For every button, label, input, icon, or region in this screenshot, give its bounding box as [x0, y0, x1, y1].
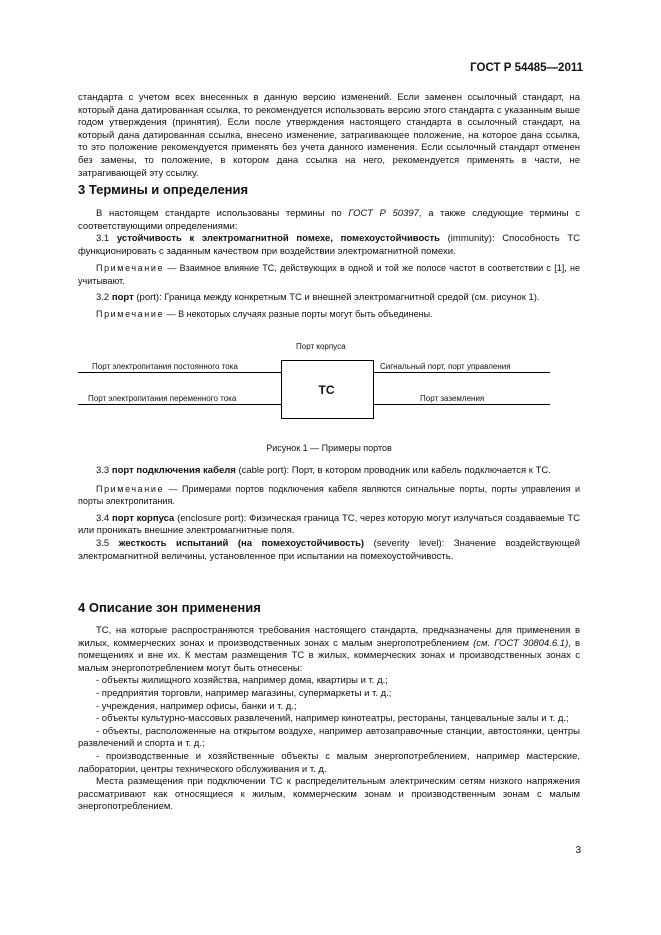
ac-power-port-label: Порт электропитания переменного тока [88, 394, 237, 403]
signal-port-label: Сигнальный порт, порт управления [380, 362, 511, 371]
signal-line [372, 372, 550, 373]
intro-paragraph: стандарта с учетом всех внесенных в данную версию изменений. Если заменен ссылочный стандарт, на который дана датированная ссылка, то рекомендуется использовать версию этого стандарта с указанным выше годом утверждения (принятия). Если после утверждения настоящего стандарта в ссылочный стандарт, на который дана датированная ссылка, внесено изменение, затрагивающее положение, на которое дана ссылка, то это положение рекомендуется применять без учета данного изменения. Если ссылочный стандарт отменен без замены, то положение, в котором дана ссылка на него, рекомендуется применять в части, не затрагивающей эту ссылку. [78, 92, 580, 179]
dc-power-line [78, 372, 281, 373]
list-item: - объекты жилищного хозяйства, например дома, квартиры и т. д.; [96, 675, 388, 687]
figure-caption: Рисунок 1 — Примеры портов [266, 443, 392, 453]
note-3-1: Примечание — Взаимное влияние ТС, действующих в одной и той же полосе частот в соответствии с [1], не учитывают. [78, 263, 580, 286]
note-3-2: Примечание — В некоторых случаях разные порты могут быть объединены. [96, 309, 433, 320]
section-3-continued [78, 465, 580, 563]
term-3-4: 3.4 порт корпуса (enclosure port): Физическая граница ТС, через которую могут излучаться создаваемые ТС или проникать внешние электромагнитные поля. [78, 512, 580, 537]
ac-power-line [78, 404, 281, 405]
list-item: - объекты, расположенные на открытом воздухе, например автозаправочные станции, автостоянки, центры развлечений и спорта и т. д.; [78, 725, 580, 750]
list-item: - объекты культурно-массовых развлечений, например кинотеатры, рестораны, танцевальные залы и т. д.; [96, 713, 569, 725]
enclosure-port-label: Порт корпуса [296, 342, 346, 351]
term-3-5: 3.5 жесткость испытаний (на помехоустойчивость) (severity level): Значение воздействующей электромагнитной величины, установленное при испытании на помехоустойчивость. [78, 537, 580, 562]
gost-30804-reference: (см. ГОСТ 30804.6.1) [473, 637, 569, 649]
ground-line [372, 404, 550, 405]
gost-reference: ГОСТ Р 50397 [348, 208, 419, 219]
section-4-para-1: ТС, на которые распространяются требования настоящего стандарта, предназначены для применения в жилых, коммерческих зонах и производственных зонах с малым энергопотреблением (см. ГОСТ 30804.6.1), в помещениях и вне их. К местам размещения ТС в жилых, коммерческих зонах и производственных зонах с малым энергопотреблением могут быть отнесены: [78, 625, 580, 674]
page-number: 3 [575, 845, 581, 856]
term-3-3: 3.3 порт подключения кабеля (cable port): Порт, в котором проводник или кабель подключается к ТС. [96, 465, 551, 476]
list-item: - предприятия торговли, например магазины, супермаркеты и т. д.; [96, 687, 392, 699]
dc-power-port-label: Порт электропитания постоянного тока [92, 362, 238, 371]
document-code: ГОСТ Р 54485—2011 [470, 62, 583, 74]
section-4-body [78, 625, 580, 814]
list-item: - учреждения, например офисы, банки и т. д.; [96, 700, 297, 712]
section-3-body [78, 208, 580, 321]
section-4-para-2: Места размещения при подключении ТС к распределительным электрическим сетям низкого напряжения рассматривают как относящиеся к жилым, коммерческим зонам и производственным зонам с малым энергопотреблением. [78, 776, 580, 813]
section-3-title: 3 Термины и определения [78, 182, 249, 197]
section-4-title: 4 Описание зон применения [78, 600, 261, 615]
section-3-lead: В настоящем стандарте использованы термины по ГОСТ Р 50397, а также следующие термины с соответствующими определениями: [78, 208, 580, 232]
list-item: - производственные и хозяйственные объекты с малым энергопотреблением, например мастерские, лаборатории, центры технического обслуживания и т. д. [78, 750, 580, 775]
term-3-1: 3.1 устойчивость к электромагнитной помехе, помехоустойчивость (immunity): Способность ТС функционировать с заданным качеством при воздействии электромагнитной помехи. [78, 233, 580, 257]
note-3-3: Примечание — Примерами портов подключения кабеля являются сигнальные порты, порты управления и порты электропитания. [78, 483, 580, 507]
ground-port-label: Порт заземления [420, 394, 485, 403]
term-3-2: 3.2 порт (port): Граница между конкретным ТС и внешней электромагнитной средой (см. рисунок 1). [96, 291, 540, 303]
equipment-label: ТС [318, 383, 335, 397]
